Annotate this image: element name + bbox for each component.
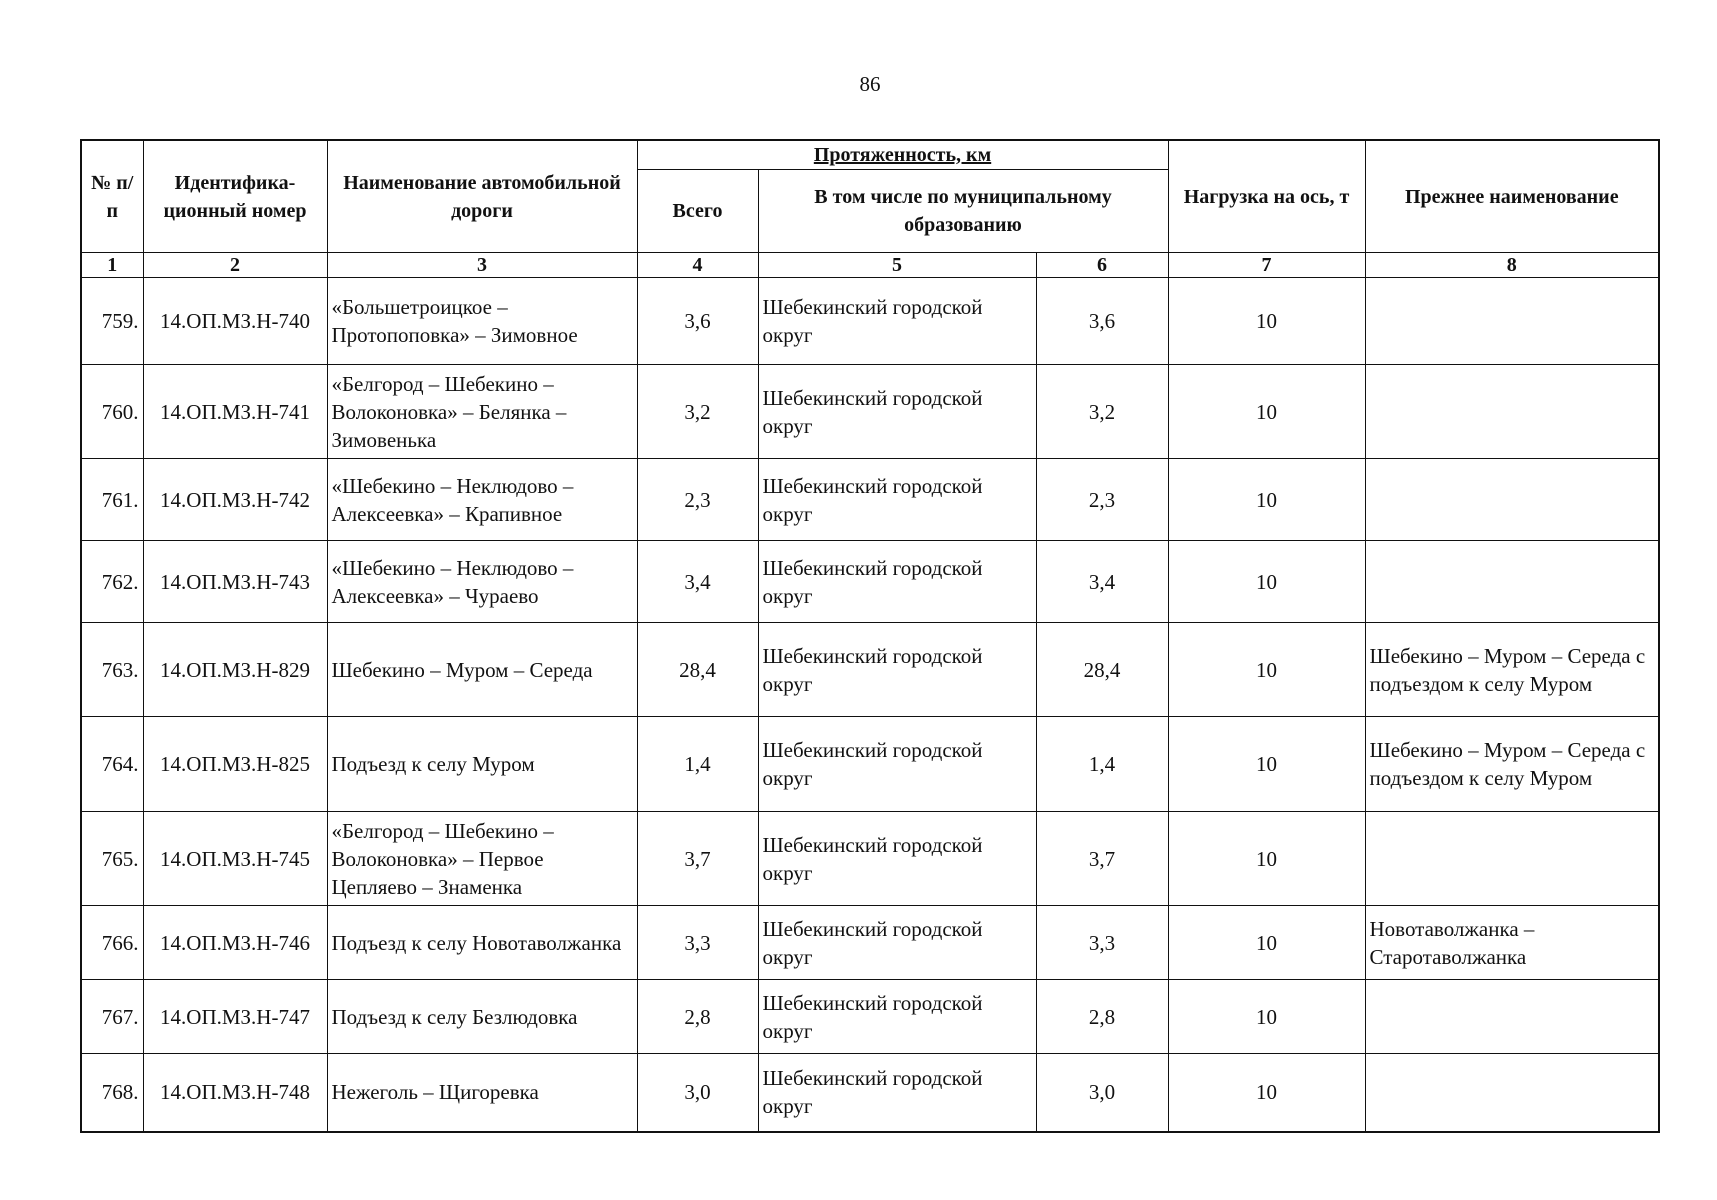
municipal-length: 1,4 [1036,717,1168,812]
header-former: Прежнее наименование [1365,140,1659,253]
municipality: Шебекинский городской округ [758,541,1036,623]
former-name [1365,459,1659,541]
former-name [1365,1054,1659,1132]
column-number: 2 [143,253,327,278]
axle-load: 10 [1168,906,1365,980]
former-name [1365,365,1659,459]
municipal-length: 3,3 [1036,906,1168,980]
road-id: 14.ОП.МЗ.Н-748 [143,1054,327,1132]
row-number: 761. [81,459,143,541]
row-number: 766. [81,906,143,980]
municipality: Шебекинский городской округ [758,459,1036,541]
municipal-length: 3,6 [1036,278,1168,365]
column-number: 7 [1168,253,1365,278]
axle-load: 10 [1168,1054,1365,1132]
table-row [81,541,1659,623]
column-number: 4 [637,253,758,278]
road-name: «Белгород – Шебекино – Волоконовка» – Первое Цепляево – Знаменка [327,812,637,906]
road-name: Шебекино – Муром – Середа [327,623,637,717]
municipal-length: 28,4 [1036,623,1168,717]
table-row [81,278,1659,365]
table-row [81,1054,1659,1132]
total-length: 28,4 [637,623,758,717]
axle-load: 10 [1168,980,1365,1054]
municipality: Шебекинский городской округ [758,717,1036,812]
page-number: 86 [859,72,881,96]
municipality: Шебекинский городской округ [758,278,1036,365]
municipality: Шебекинский городской округ [758,365,1036,459]
row-number: 765. [81,812,143,906]
column-number: 6 [1036,253,1168,278]
municipal-length: 2,8 [1036,980,1168,1054]
total-length: 3,6 [637,278,758,365]
row-number: 760. [81,365,143,459]
column-number: 3 [327,253,637,278]
road-id: 14.ОП.МЗ.Н-745 [143,812,327,906]
table-row [81,980,1659,1054]
axle-load: 10 [1168,623,1365,717]
axle-load: 10 [1168,717,1365,812]
road-id: 14.ОП.МЗ.Н-825 [143,717,327,812]
total-length: 1,4 [637,717,758,812]
road-name: «Шебекино – Неклюдово – Алексеевка» – Крапивное [327,459,637,541]
total-length: 3,2 [637,365,758,459]
table-row [81,906,1659,980]
road-name: Нежеголь – Щигоревка [327,1054,637,1132]
former-name [1365,980,1659,1054]
axle-load: 10 [1168,365,1365,459]
road-id: 14.ОП.МЗ.Н-829 [143,623,327,717]
road-id: 14.ОП.МЗ.Н-747 [143,980,327,1054]
header-no: № п/п [81,140,143,253]
municipal-length: 3,7 [1036,812,1168,906]
column-number: 1 [81,253,143,278]
column-numbers-row [81,253,1659,278]
municipal-length: 3,0 [1036,1054,1168,1132]
header-total: Всего [637,170,758,253]
row-number: 767. [81,980,143,1054]
row-number: 762. [81,541,143,623]
header-length: Протяженность, км [637,140,1168,170]
road-id: 14.ОП.МЗ.Н-743 [143,541,327,623]
former-name [1365,278,1659,365]
road-name: Подъезд к селу Безлюдовка [327,980,637,1054]
header-name: Наименование автомобильной дороги [327,140,637,253]
total-length: 2,3 [637,459,758,541]
row-number: 768. [81,1054,143,1132]
total-length: 2,8 [637,980,758,1054]
road-name: «Шебекино – Неклюдово – Алексеевка» – Чураево [327,541,637,623]
former-name: Шебекино – Муром – Середа с подъездом к селу Муром [1365,717,1659,812]
axle-load: 10 [1168,541,1365,623]
former-name: Новотаволжанка – Старотаволжанка [1365,906,1659,980]
road-name: Подъезд к селу Муром [327,717,637,812]
header-id: Идентифика-ционный номер [143,140,327,253]
table-row [81,623,1659,717]
former-name: Шебекино – Муром – Середа с подъездом к селу Муром [1365,623,1659,717]
column-number: 8 [1365,253,1659,278]
municipality: Шебекинский городской округ [758,623,1036,717]
municipal-length: 3,4 [1036,541,1168,623]
municipality: Шебекинский городской округ [758,906,1036,980]
total-length: 3,0 [637,1054,758,1132]
total-length: 3,7 [637,812,758,906]
table-row [81,717,1659,812]
municipality: Шебекинский городской округ [758,1054,1036,1132]
total-length: 3,4 [637,541,758,623]
municipal-length: 3,2 [1036,365,1168,459]
total-length: 3,3 [637,906,758,980]
former-name [1365,541,1659,623]
municipal-length: 2,3 [1036,459,1168,541]
header-municipal: В том числе по муниципальному образованию [758,170,1168,253]
municipality: Шебекинский городской округ [758,812,1036,906]
row-number: 759. [81,278,143,365]
table-row [81,812,1659,906]
table-row [81,459,1659,541]
axle-load: 10 [1168,278,1365,365]
header-load: Нагрузка на ось, т [1168,140,1365,253]
municipality: Шебекинский городской округ [758,980,1036,1054]
road-name: Подъезд к селу Новотаволжанка [327,906,637,980]
road-name: «Большетроицкое – Протопоповка» – Зимовное [327,278,637,365]
road-id: 14.ОП.МЗ.Н-741 [143,365,327,459]
axle-load: 10 [1168,459,1365,541]
column-number: 5 [758,253,1036,278]
road-id: 14.ОП.МЗ.Н-740 [143,278,327,365]
road-id: 14.ОП.МЗ.Н-742 [143,459,327,541]
row-number: 764. [81,717,143,812]
table-row [81,365,1659,459]
former-name [1365,812,1659,906]
axle-load: 10 [1168,812,1365,906]
row-number: 763. [81,623,143,717]
road-id: 14.ОП.МЗ.Н-746 [143,906,327,980]
roads-table [80,139,1660,1133]
road-name: «Белгород – Шебекино – Волоконовка» – Белянка – Зимовенька [327,365,637,459]
